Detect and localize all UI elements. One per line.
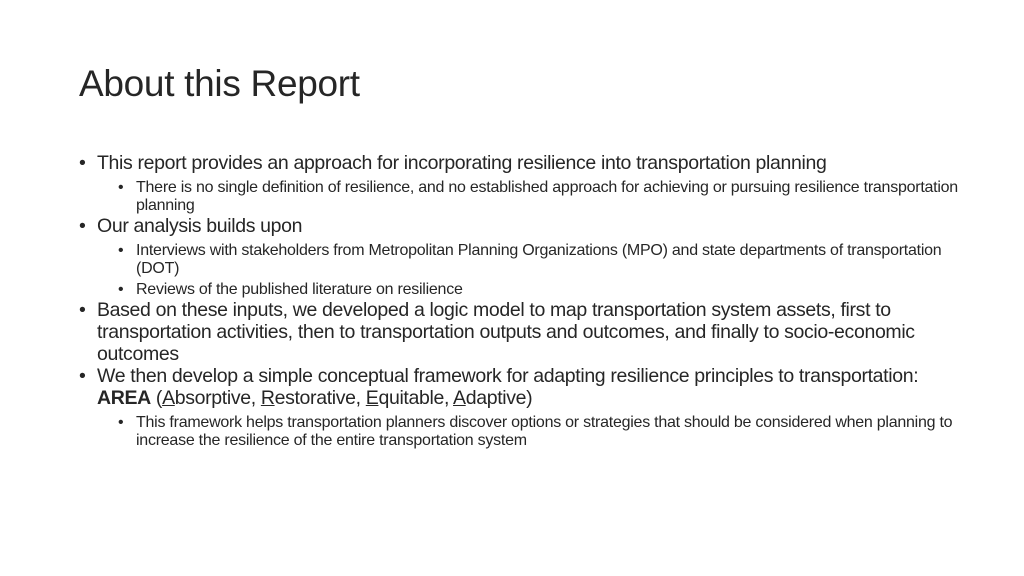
sub-bullet-text: Reviews of the published literature on resilience	[136, 281, 463, 298]
sub-bullet-item	[118, 414, 959, 450]
bullet-icon: •	[118, 242, 124, 259]
bullet-icon: •	[79, 152, 86, 174]
letter-e-equitable: E	[365, 387, 379, 409]
bullet-item	[79, 215, 959, 237]
bullet-item	[79, 299, 959, 365]
letter-r-restorative: R	[260, 387, 275, 409]
bullet-group-4	[79, 365, 959, 450]
bullet-group-2	[79, 215, 959, 299]
sub-bullet-text: Interviews with stakeholders from Metropolitan Planning Organizations (MPO) and state departments of transportation (DOT)	[136, 242, 942, 277]
sub-bullet-item	[118, 242, 959, 278]
sub-bullet-text: This framework helps transportation planners discover options or strategies that should be considered when planning to increase the resilience of the entire transportation system	[136, 414, 953, 449]
word-adaptive-rest: daptive)	[465, 387, 533, 409]
bullet-icon: •	[79, 299, 86, 321]
sub-bullet-text: There is no single definition of resilience, and no established approach for achieving or pursuing resilience transportation planning	[136, 179, 958, 214]
bullet-item	[79, 152, 959, 174]
acronym-area: AREA	[97, 387, 151, 409]
bullet-text: Our analysis builds upon	[97, 215, 303, 237]
word-restorative-rest: estorative,	[274, 387, 366, 409]
word-absorptive-rest: bsorptive,	[174, 387, 261, 409]
bullet-list	[79, 152, 959, 450]
bullet-text: Based on these inputs, we developed a logic model to map transportation system assets, first to transportation activities, then to transportation outputs and outcomes, and finally to socio-economic outcomes	[97, 299, 915, 365]
bullet-group-1	[79, 152, 959, 215]
bullet-text: This report provides an approach for incorporating resilience into transportation planning	[97, 152, 827, 174]
bullet-icon: •	[79, 365, 86, 387]
paren-open: (	[150, 387, 163, 409]
bullet-icon: •	[118, 179, 124, 196]
bullet-text-lead: We then develop a simple conceptual framework for adapting resilience principles to transportation:	[97, 365, 919, 387]
bullet-group-3	[79, 299, 959, 365]
bullet-icon: •	[118, 281, 124, 298]
sub-bullet-item	[118, 179, 959, 215]
sub-bullet-item	[118, 281, 959, 299]
slide-title: About this Report	[79, 63, 360, 104]
bullet-icon: •	[79, 215, 86, 237]
letter-a-absorptive: A	[162, 387, 175, 409]
word-equitable-rest: quitable,	[378, 387, 454, 409]
bullet-item	[79, 365, 959, 409]
bullet-icon: •	[118, 414, 124, 431]
letter-a-adaptive: A	[453, 387, 466, 409]
